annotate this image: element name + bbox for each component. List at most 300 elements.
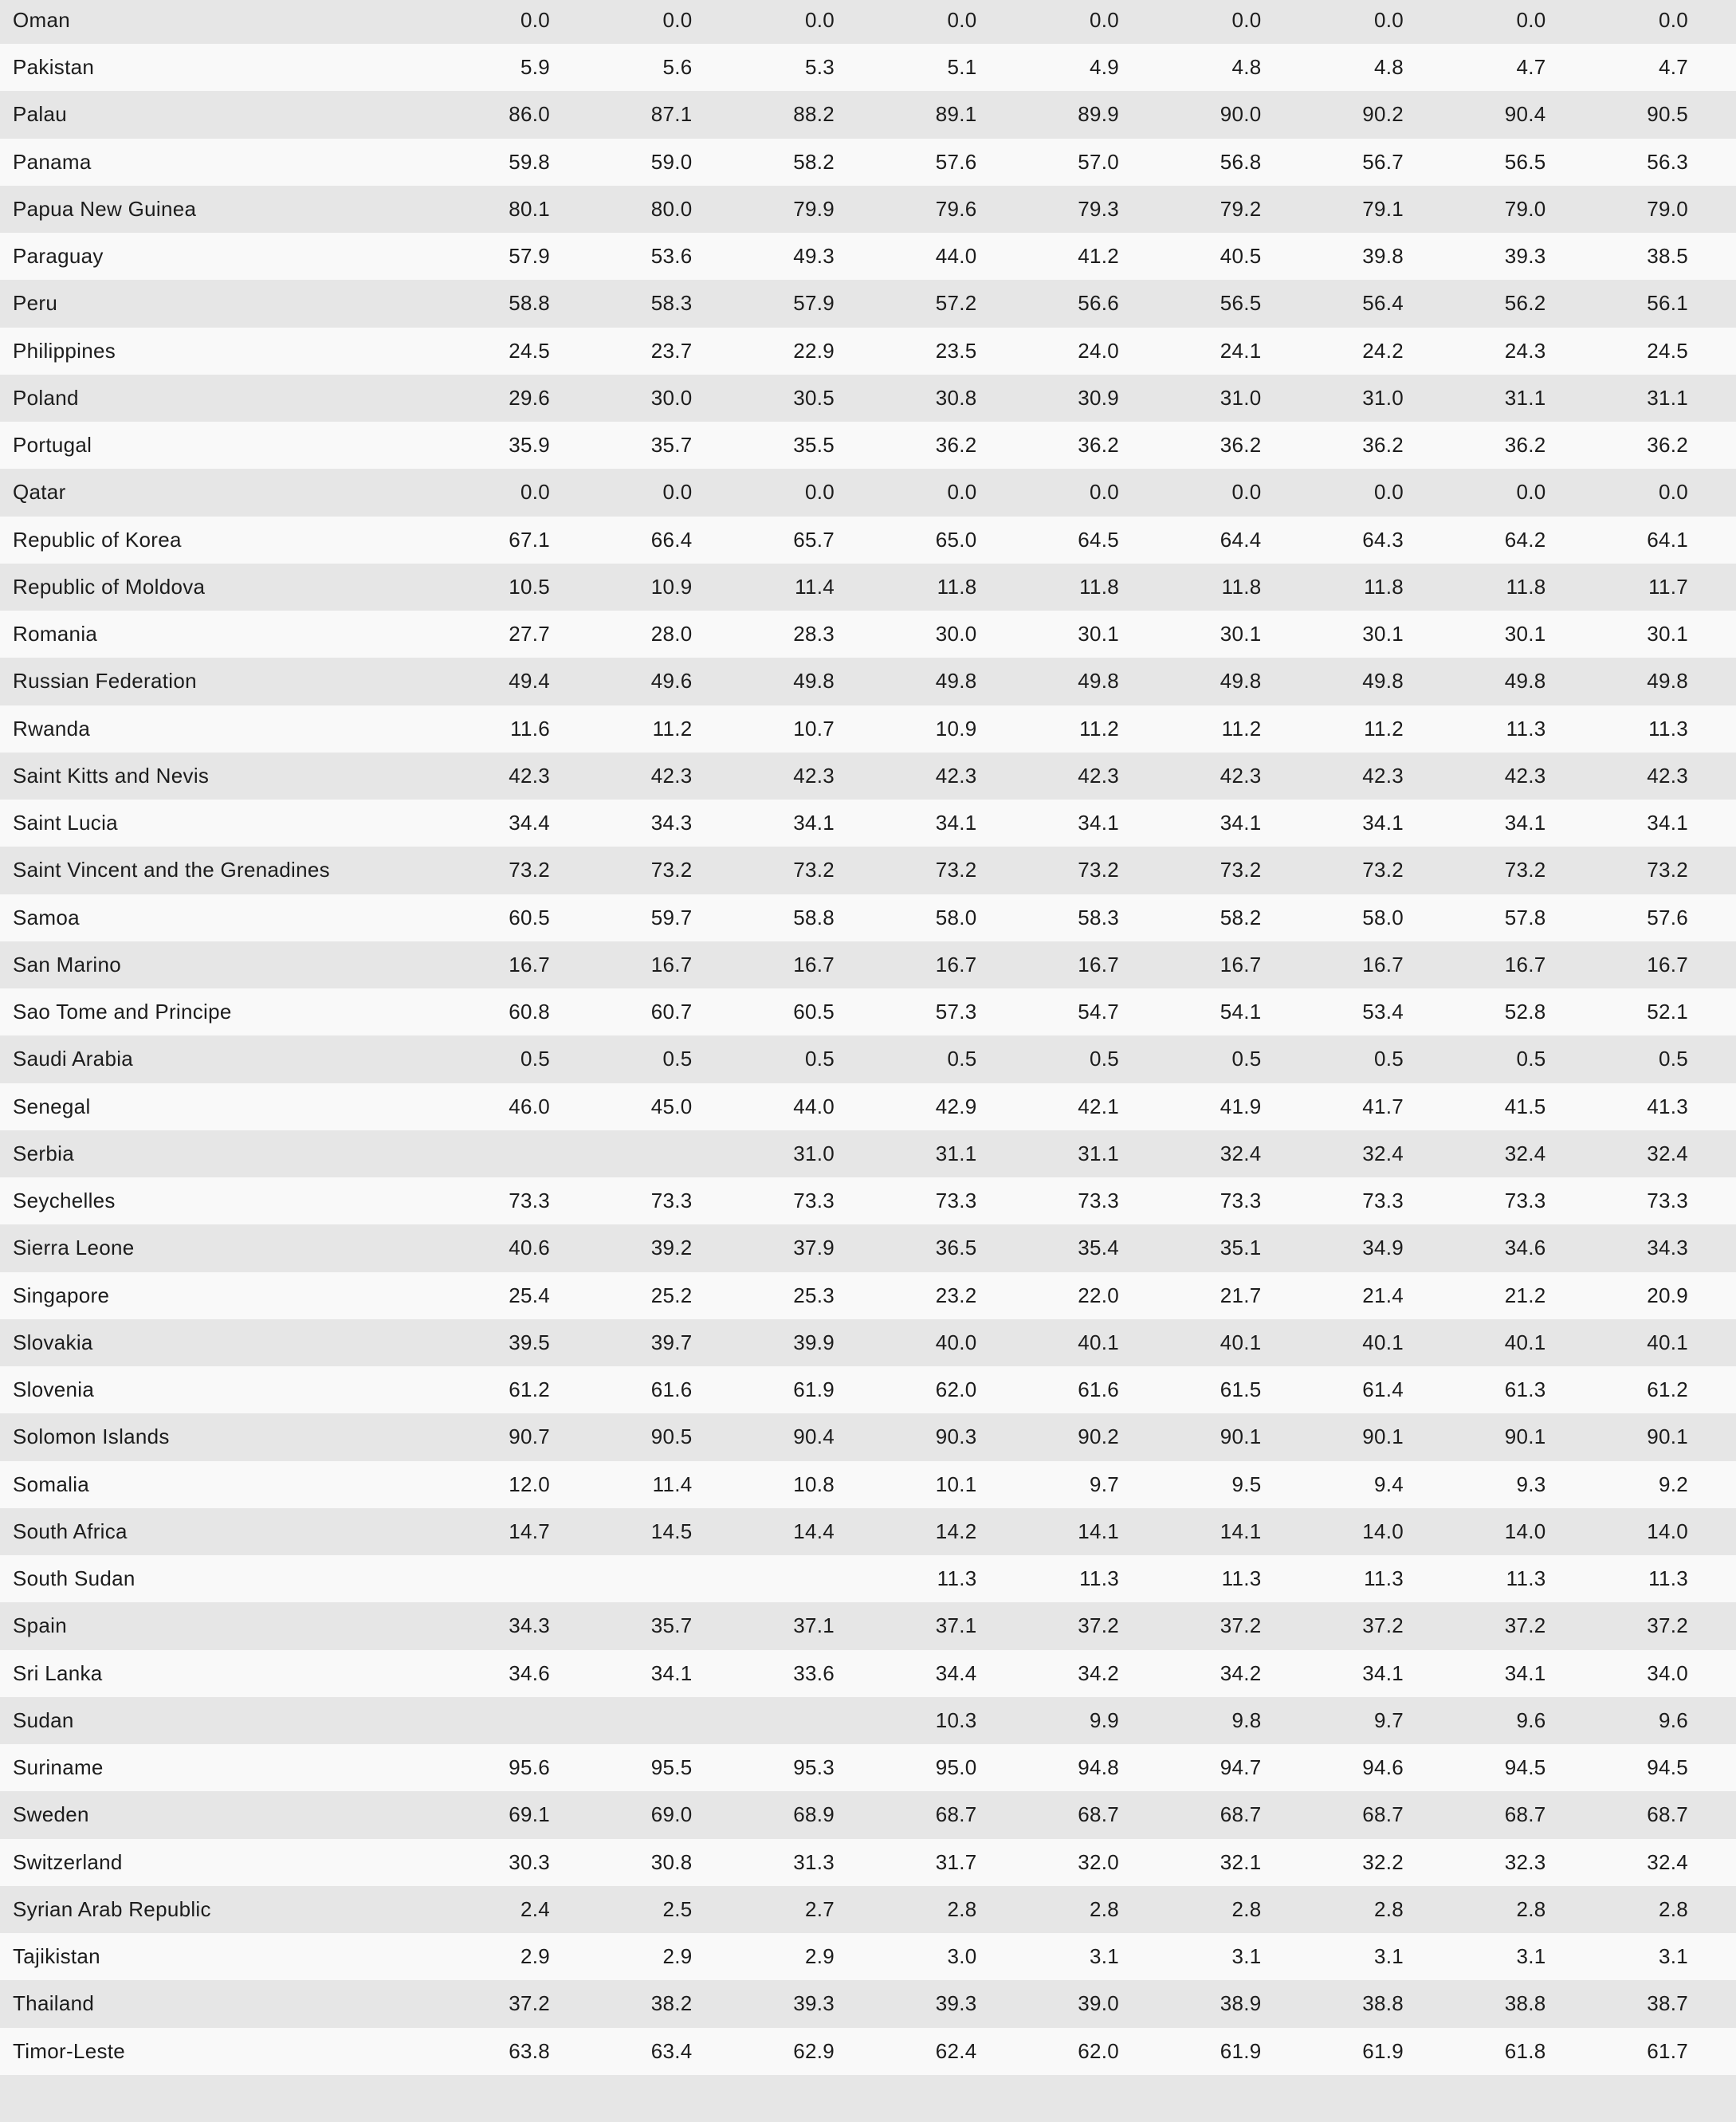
table-row: [0, 1791, 1736, 1838]
table-row: [0, 705, 1736, 753]
value-cell: 40.1: [1078, 1330, 1119, 1354]
value-cell: 4.8: [1231, 55, 1262, 80]
value-cell: 42.3: [1504, 763, 1546, 788]
value-cell: 35.4: [1078, 1236, 1119, 1260]
value-cell: 11.2: [1221, 716, 1262, 741]
table-row: [0, 375, 1736, 422]
value-cell: 9.6: [1658, 1707, 1688, 1732]
value-cell: 0.0: [662, 480, 693, 505]
table-row: [0, 800, 1736, 847]
value-cell: 56.5: [1504, 149, 1546, 174]
value-cell: 42.3: [1220, 763, 1262, 788]
table-row: [0, 233, 1736, 280]
value-cell: 59.8: [509, 149, 550, 174]
table-row: [0, 517, 1736, 564]
value-cell: 11.2: [652, 716, 693, 741]
country-name-cell: Seychelles: [13, 1189, 116, 1213]
value-cell: 52.8: [1504, 1000, 1546, 1024]
value-cell: 34.0: [1647, 1660, 1688, 1685]
value-cell: 28.0: [650, 622, 693, 646]
value-cell: 5.6: [662, 55, 693, 80]
value-cell: 12.0: [509, 1472, 550, 1496]
value-cell: 39.3: [935, 1991, 977, 2016]
value-cell: 0.0: [1516, 7, 1546, 32]
value-cell: 58.8: [793, 905, 835, 929]
value-cell: 2.4: [520, 1896, 550, 1921]
value-cell: 0.5: [520, 1047, 550, 1071]
value-cell: 73.2: [1362, 858, 1404, 882]
value-cell: 61.9: [793, 1377, 835, 1402]
value-cell: 73.3: [1647, 1189, 1688, 1213]
value-cell: 73.2: [1504, 858, 1546, 882]
country-name-cell: Singapore: [13, 1283, 110, 1307]
value-cell: 34.1: [1362, 811, 1404, 835]
value-cell: 56.6: [1078, 291, 1119, 316]
table-row: [0, 1602, 1736, 1649]
value-cell: 16.7: [509, 952, 550, 977]
value-cell: 30.1: [1220, 622, 1262, 646]
value-cell: 9.6: [1516, 1707, 1546, 1732]
value-cell: 0.0: [1373, 480, 1404, 505]
value-cell: 73.3: [650, 1189, 693, 1213]
table-row: [0, 753, 1736, 800]
value-cell: 11.4: [795, 574, 835, 599]
country-name-cell: Tajikistan: [13, 1944, 100, 1969]
value-cell: 49.8: [1078, 669, 1119, 694]
table-row: [0, 186, 1736, 233]
value-cell: 2.7: [804, 1896, 835, 1921]
value-cell: 31.1: [1647, 385, 1688, 410]
value-cell: 30.1: [1362, 622, 1404, 646]
value-cell: 38.9: [1220, 1991, 1262, 2016]
value-cell: 14.1: [1220, 1519, 1262, 1543]
value-cell: 57.6: [1647, 905, 1688, 929]
value-cell: 11.8: [937, 574, 977, 599]
value-cell: 21.4: [1362, 1283, 1404, 1307]
value-cell: 38.7: [1647, 1991, 1688, 2016]
value-cell: 29.6: [509, 385, 550, 410]
value-cell: 10.5: [509, 574, 550, 599]
value-cell: 21.2: [1504, 1283, 1546, 1307]
value-cell: 61.7: [1647, 2038, 1688, 2063]
value-cell: 46.0: [509, 1094, 550, 1118]
value-cell: 37.2: [1504, 1613, 1546, 1638]
value-cell: 0.0: [1231, 7, 1262, 32]
table-row: [0, 1933, 1736, 1980]
table-row: [0, 1413, 1736, 1460]
value-cell: 62.4: [935, 2038, 977, 2063]
value-cell: 90.5: [650, 1424, 693, 1449]
value-cell: 37.1: [793, 1613, 835, 1638]
value-cell: 23.5: [935, 338, 977, 363]
country-name-cell: Oman: [13, 7, 71, 32]
value-cell: 34.2: [1078, 1660, 1119, 1685]
table-row: [0, 988, 1736, 1035]
value-cell: 11.2: [1079, 716, 1119, 741]
value-cell: 90.1: [1504, 1424, 1546, 1449]
value-cell: 24.2: [1362, 338, 1404, 363]
value-cell: 32.4: [1504, 1141, 1546, 1165]
value-cell: 90.2: [1078, 1424, 1119, 1449]
value-cell: 42.3: [1647, 763, 1688, 788]
value-cell: 35.5: [793, 433, 835, 458]
value-cell: 30.0: [935, 622, 977, 646]
value-cell: 42.3: [793, 763, 835, 788]
value-cell: 41.7: [1362, 1094, 1404, 1118]
value-cell: 34.1: [1220, 811, 1262, 835]
value-cell: 68.7: [1078, 1802, 1119, 1827]
value-cell: 39.5: [509, 1330, 550, 1354]
country-name-cell: Sierra Leone: [13, 1236, 135, 1260]
value-cell: 9.4: [1373, 1472, 1404, 1496]
value-cell: 41.5: [1504, 1094, 1546, 1118]
table-row: [0, 1508, 1736, 1555]
value-cell: 65.7: [793, 527, 835, 552]
value-cell: 34.1: [1504, 1660, 1546, 1685]
value-cell: 0.5: [1231, 1047, 1262, 1071]
value-cell: 3.1: [1516, 1944, 1546, 1969]
value-cell: 62.0: [1078, 2038, 1119, 2063]
value-cell: 9.5: [1231, 1472, 1262, 1496]
value-cell: 34.1: [793, 811, 835, 835]
value-cell: 60.8: [509, 1000, 550, 1024]
value-cell: 58.0: [1362, 905, 1404, 929]
value-cell: 36.2: [1220, 433, 1262, 458]
value-cell: 2.9: [520, 1944, 550, 1969]
value-cell: 3.1: [1231, 1944, 1262, 1969]
value-cell: 22.0: [1078, 1283, 1119, 1307]
value-cell: 24.0: [1078, 338, 1119, 363]
table-row: [0, 44, 1736, 91]
country-name-cell: Republic of Moldova: [13, 574, 206, 599]
value-cell: 56.3: [1647, 149, 1688, 174]
value-cell: 30.1: [1078, 622, 1119, 646]
value-cell: 16.7: [650, 952, 693, 977]
value-cell: 40.0: [935, 1330, 977, 1354]
country-name-cell: Senegal: [13, 1094, 91, 1118]
value-cell: 34.9: [1362, 1236, 1404, 1260]
value-cell: 10.9: [935, 716, 977, 741]
value-cell: 11.3: [1648, 1566, 1688, 1591]
country-name-cell: Peru: [13, 291, 58, 316]
value-cell: 94.7: [1220, 1755, 1262, 1780]
value-cell: 20.9: [1647, 1283, 1688, 1307]
value-cell: 16.7: [1362, 952, 1404, 977]
value-cell: 0.0: [804, 480, 835, 505]
value-cell: 10.9: [650, 574, 693, 599]
value-cell: 3.1: [1658, 1944, 1688, 1969]
value-cell: 35.7: [650, 433, 693, 458]
value-cell: 64.4: [1220, 527, 1262, 552]
value-cell: 22.9: [793, 338, 835, 363]
value-cell: 57.6: [935, 149, 977, 174]
value-cell: 39.9: [793, 1330, 835, 1354]
value-cell: 32.3: [1504, 1849, 1546, 1874]
value-cell: 34.1: [935, 811, 977, 835]
country-name-cell: Saint Vincent and the Grenadines: [13, 858, 330, 882]
value-cell: 0.5: [804, 1047, 835, 1071]
value-cell: 0.0: [947, 7, 977, 32]
value-cell: 16.7: [935, 952, 977, 977]
value-cell: 61.6: [1078, 1377, 1119, 1402]
table-row: [0, 1319, 1736, 1366]
value-cell: 0.0: [1658, 480, 1688, 505]
value-cell: 9.7: [1089, 1472, 1119, 1496]
value-cell: 37.1: [935, 1613, 977, 1638]
value-cell: 90.1: [1362, 1424, 1404, 1449]
value-cell: 10.8: [793, 1472, 835, 1496]
value-cell: 89.9: [1078, 102, 1119, 127]
value-cell: 3.0: [947, 1944, 977, 1969]
value-cell: 68.7: [1362, 1802, 1404, 1827]
value-cell: 61.6: [650, 1377, 693, 1402]
value-cell: 73.3: [1504, 1189, 1546, 1213]
value-cell: 0.0: [520, 480, 550, 505]
country-name-cell: Romania: [13, 622, 98, 646]
value-cell: 34.3: [509, 1613, 550, 1638]
value-cell: 11.7: [1648, 574, 1688, 599]
value-cell: 61.5: [1220, 1377, 1262, 1402]
value-cell: 21.7: [1220, 1283, 1262, 1307]
value-cell: 42.1: [1078, 1094, 1119, 1118]
value-cell: 73.2: [1078, 858, 1119, 882]
value-cell: 2.8: [1231, 1896, 1262, 1921]
value-cell: 56.1: [1647, 291, 1688, 316]
value-cell: 49.3: [793, 244, 835, 269]
value-cell: 37.9: [793, 1236, 835, 1260]
value-cell: 68.7: [1220, 1802, 1262, 1827]
table-row: [0, 91, 1736, 138]
value-cell: 45.0: [650, 1094, 693, 1118]
value-cell: 25.2: [650, 1283, 693, 1307]
value-cell: 35.1: [1220, 1236, 1262, 1260]
value-cell: 35.9: [509, 433, 550, 458]
table-row: [0, 1650, 1736, 1697]
value-cell: 57.2: [935, 291, 977, 316]
value-cell: 9.2: [1658, 1472, 1688, 1496]
value-cell: 89.1: [935, 102, 977, 127]
value-cell: 0.0: [804, 7, 835, 32]
value-cell: 36.2: [1647, 433, 1688, 458]
country-name-cell: Thailand: [13, 1991, 95, 2016]
value-cell: 27.7: [509, 622, 550, 646]
value-cell: 36.2: [1504, 433, 1546, 458]
value-cell: 58.3: [1078, 905, 1119, 929]
country-name-cell: San Marino: [13, 952, 121, 977]
value-cell: 40.6: [509, 1236, 550, 1260]
value-cell: 73.2: [793, 858, 835, 882]
value-cell: 14.4: [793, 1519, 835, 1543]
value-cell: 37.2: [1220, 1613, 1262, 1638]
value-cell: 49.6: [650, 669, 693, 694]
value-cell: 38.8: [1362, 1991, 1404, 2016]
value-cell: 32.4: [1362, 1141, 1404, 1165]
value-cell: 2.8: [1089, 1896, 1119, 1921]
table-row: [0, 1980, 1736, 2027]
value-cell: 11.3: [1079, 1566, 1119, 1591]
country-name-cell: Russian Federation: [13, 669, 197, 694]
table-row: [0, 658, 1736, 705]
table-row: [0, 139, 1736, 186]
value-cell: 34.1: [1078, 811, 1119, 835]
value-cell: 30.3: [509, 1849, 550, 1874]
value-cell: 73.2: [650, 858, 693, 882]
country-name-cell: Samoa: [13, 905, 80, 929]
country-name-cell: Spain: [13, 1613, 67, 1638]
table-row: [0, 0, 1736, 44]
value-cell: 61.8: [1504, 2038, 1546, 2063]
country-name-cell: Philippines: [13, 338, 116, 363]
value-cell: 34.1: [1362, 1660, 1404, 1685]
value-cell: 14.5: [650, 1519, 693, 1543]
value-cell: 73.3: [1220, 1189, 1262, 1213]
value-cell: 94.5: [1647, 1755, 1688, 1780]
value-cell: 42.9: [935, 1094, 977, 1118]
value-cell: 39.3: [793, 1991, 835, 2016]
value-cell: 73.3: [1078, 1189, 1119, 1213]
value-cell: 0.5: [947, 1047, 977, 1071]
value-cell: 90.4: [1504, 102, 1546, 127]
table-row: [0, 280, 1736, 327]
value-cell: 90.7: [509, 1424, 550, 1449]
table-row: [0, 469, 1736, 516]
value-cell: 56.7: [1362, 149, 1404, 174]
value-cell: 11.4: [652, 1472, 693, 1496]
value-cell: 0.0: [662, 7, 693, 32]
country-name-cell: Slovenia: [13, 1377, 95, 1402]
table-row: [0, 1224, 1736, 1271]
table-row: [0, 611, 1736, 658]
value-cell: 86.0: [509, 102, 550, 127]
value-cell: 73.2: [509, 858, 550, 882]
value-cell: 0.0: [1089, 7, 1119, 32]
value-cell: 0.5: [1516, 1047, 1546, 1071]
value-cell: 5.1: [947, 55, 977, 80]
value-cell: 90.3: [935, 1424, 977, 1449]
table-row: [0, 564, 1736, 611]
value-cell: 0.5: [1089, 1047, 1119, 1071]
value-cell: 32.4: [1647, 1849, 1688, 1874]
value-cell: 2.8: [1658, 1896, 1688, 1921]
value-cell: 40.1: [1362, 1330, 1404, 1354]
value-cell: 2.9: [804, 1944, 835, 1969]
value-cell: 34.2: [1220, 1660, 1262, 1685]
value-cell: 2.8: [1516, 1896, 1546, 1921]
value-cell: 63.8: [509, 2038, 550, 2063]
value-cell: 49.8: [935, 669, 977, 694]
value-cell: 16.7: [1504, 952, 1546, 977]
value-cell: 24.5: [1647, 338, 1688, 363]
value-cell: 79.0: [1647, 196, 1688, 221]
country-name-cell: Saint Kitts and Nevis: [13, 763, 210, 788]
value-cell: 4.8: [1373, 55, 1404, 80]
value-cell: 34.1: [1647, 811, 1688, 835]
value-cell: 30.8: [935, 385, 977, 410]
value-cell: 95.3: [793, 1755, 835, 1780]
country-name-cell: Panama: [13, 149, 92, 174]
table-row: [0, 1839, 1736, 1886]
value-cell: 31.0: [793, 1141, 835, 1165]
value-cell: 11.3: [937, 1566, 977, 1591]
value-cell: 9.3: [1516, 1472, 1546, 1496]
value-cell: 39.2: [650, 1236, 693, 1260]
value-cell: 3.1: [1089, 1944, 1119, 1969]
country-name-cell: Sweden: [13, 1802, 89, 1827]
value-cell: 61.9: [1220, 2038, 1262, 2063]
value-cell: 38.5: [1647, 244, 1688, 269]
value-cell: 31.3: [793, 1849, 835, 1874]
value-cell: 14.0: [1504, 1519, 1546, 1543]
country-name-cell: Republic of Korea: [13, 527, 182, 552]
country-name-cell: South Sudan: [13, 1566, 136, 1591]
value-cell: 38.2: [650, 1991, 693, 2016]
value-cell: 34.3: [1647, 1236, 1688, 1260]
value-cell: 9.9: [1089, 1707, 1119, 1732]
country-name-cell: Qatar: [13, 480, 66, 505]
value-cell: 54.1: [1220, 1000, 1262, 1024]
value-cell: 73.3: [935, 1189, 977, 1213]
value-cell: 14.2: [935, 1519, 977, 1543]
value-cell: 73.3: [509, 1189, 550, 1213]
value-cell: 60.7: [650, 1000, 693, 1024]
value-cell: 73.2: [935, 858, 977, 882]
table-row: [0, 1886, 1736, 1933]
value-cell: 95.5: [650, 1755, 693, 1780]
value-cell: 16.7: [793, 952, 835, 977]
value-cell: 57.3: [935, 1000, 977, 1024]
value-cell: 61.9: [1362, 2038, 1404, 2063]
value-cell: 56.4: [1362, 291, 1404, 316]
value-cell: 65.0: [935, 527, 977, 552]
value-cell: 68.7: [1647, 1802, 1688, 1827]
value-cell: 52.1: [1647, 1000, 1688, 1024]
table-row: [0, 1083, 1736, 1130]
value-cell: 0.0: [1658, 7, 1688, 32]
value-cell: 54.7: [1078, 1000, 1119, 1024]
value-cell: 61.2: [509, 1377, 550, 1402]
value-cell: 59.7: [650, 905, 693, 929]
value-cell: 31.7: [935, 1849, 977, 1874]
value-cell: 0.0: [1516, 480, 1546, 505]
value-cell: 56.8: [1220, 149, 1262, 174]
country-name-cell: Saudi Arabia: [13, 1047, 134, 1071]
value-cell: 30.5: [793, 385, 835, 410]
value-cell: 40.1: [1220, 1330, 1262, 1354]
value-cell: 31.0: [1220, 385, 1262, 410]
value-cell: 66.4: [650, 527, 693, 552]
country-name-cell: Sudan: [13, 1707, 74, 1732]
value-cell: 25.3: [793, 1283, 835, 1307]
value-cell: 42.3: [935, 763, 977, 788]
value-cell: 42.3: [509, 763, 550, 788]
value-cell: 32.4: [1647, 1141, 1688, 1165]
value-cell: 42.3: [1078, 763, 1119, 788]
value-cell: 57.9: [793, 291, 835, 316]
value-cell: 37.2: [509, 1991, 550, 2016]
value-cell: 79.1: [1362, 196, 1404, 221]
country-name-cell: Switzerland: [13, 1849, 123, 1874]
value-cell: 37.2: [1362, 1613, 1404, 1638]
value-cell: 80.0: [650, 196, 693, 221]
table-row: [0, 1744, 1736, 1791]
country-name-cell: Syrian Arab Republic: [13, 1896, 211, 1921]
value-cell: 23.2: [935, 1283, 977, 1307]
value-cell: 49.8: [1647, 669, 1688, 694]
value-cell: 90.2: [1362, 102, 1404, 127]
country-name-cell: Palau: [13, 102, 67, 127]
table-row: [0, 1366, 1736, 1413]
table-row: [0, 1272, 1736, 1319]
